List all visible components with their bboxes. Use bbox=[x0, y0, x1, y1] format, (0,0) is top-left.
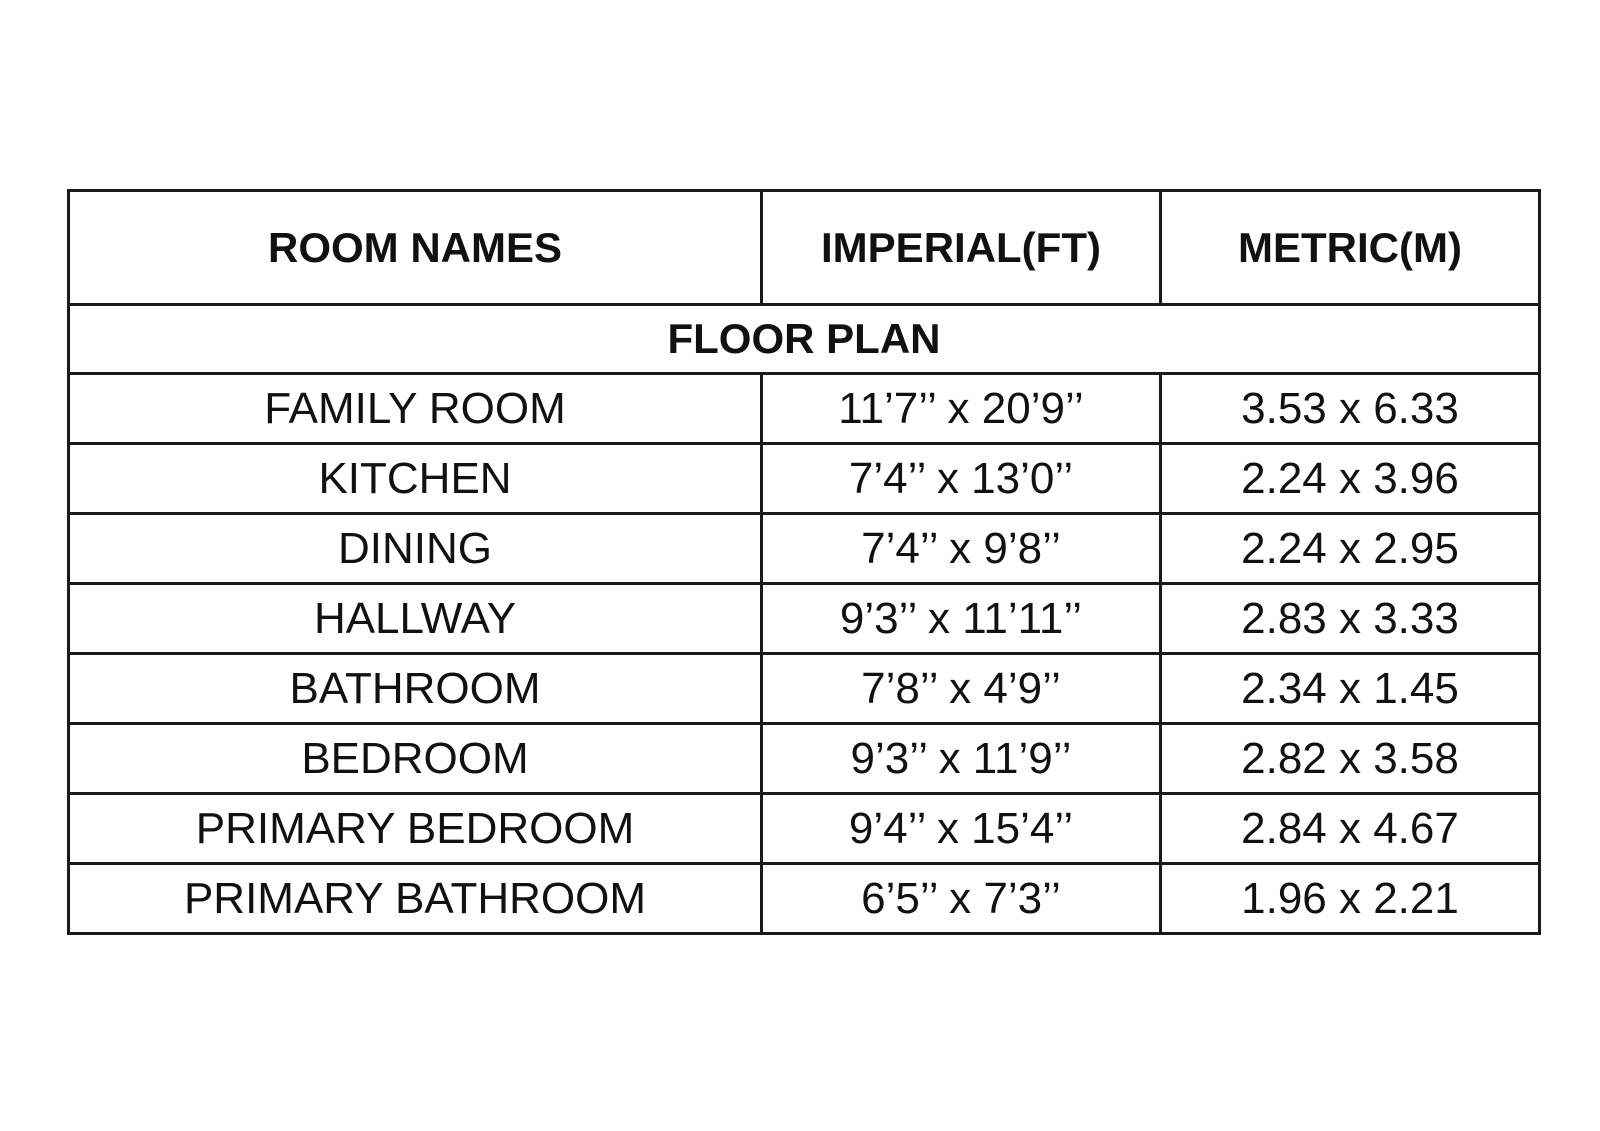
room-dimensions-table-container bbox=[67, 189, 1538, 935]
imperial-cell: 7’4’’ x 13’0’’ bbox=[762, 444, 1161, 514]
room-dimensions-table bbox=[67, 189, 1541, 935]
room-name-cell: KITCHEN bbox=[69, 444, 762, 514]
header-imperial: IMPERIAL(FT) bbox=[762, 191, 1161, 305]
table-row bbox=[69, 374, 1540, 444]
room-name-cell: PRIMARY BATHROOM bbox=[69, 864, 762, 934]
metric-cell: 2.84 x 4.67 bbox=[1161, 794, 1540, 864]
room-name-cell: BATHROOM bbox=[69, 654, 762, 724]
table-row bbox=[69, 654, 1540, 724]
table-row bbox=[69, 584, 1540, 654]
metric-cell: 1.96 x 2.21 bbox=[1161, 864, 1540, 934]
room-name-cell: DINING bbox=[69, 514, 762, 584]
metric-cell: 2.24 x 2.95 bbox=[1161, 514, 1540, 584]
metric-cell: 2.83 x 3.33 bbox=[1161, 584, 1540, 654]
imperial-cell: 6’5’’ x 7’3’’ bbox=[762, 864, 1161, 934]
metric-cell: 2.24 x 3.96 bbox=[1161, 444, 1540, 514]
imperial-cell: 11’7’’ x 20’9’’ bbox=[762, 374, 1161, 444]
imperial-cell: 9’3’’ x 11’9’’ bbox=[762, 724, 1161, 794]
table-row bbox=[69, 514, 1540, 584]
header-row bbox=[69, 191, 1540, 305]
imperial-cell: 9’3’’ x 11’11’’ bbox=[762, 584, 1161, 654]
metric-cell: 2.34 x 1.45 bbox=[1161, 654, 1540, 724]
table-row bbox=[69, 864, 1540, 934]
table-row bbox=[69, 724, 1540, 794]
metric-cell: 2.82 x 3.58 bbox=[1161, 724, 1540, 794]
section-title-floor-plan: FLOOR PLAN bbox=[69, 305, 1540, 374]
header-room-names: ROOM NAMES bbox=[69, 191, 762, 305]
imperial-cell: 7’8’’ x 4’9’’ bbox=[762, 654, 1161, 724]
header-metric: METRIC(M) bbox=[1161, 191, 1540, 305]
section-row bbox=[69, 305, 1540, 374]
room-name-cell: HALLWAY bbox=[69, 584, 762, 654]
metric-cell: 3.53 x 6.33 bbox=[1161, 374, 1540, 444]
room-name-cell: BEDROOM bbox=[69, 724, 762, 794]
imperial-cell: 7’4’’ x 9’8’’ bbox=[762, 514, 1161, 584]
room-name-cell: PRIMARY BEDROOM bbox=[69, 794, 762, 864]
table-row bbox=[69, 444, 1540, 514]
room-name-cell: FAMILY ROOM bbox=[69, 374, 762, 444]
table-row bbox=[69, 794, 1540, 864]
imperial-cell: 9’4’’ x 15’4’’ bbox=[762, 794, 1161, 864]
